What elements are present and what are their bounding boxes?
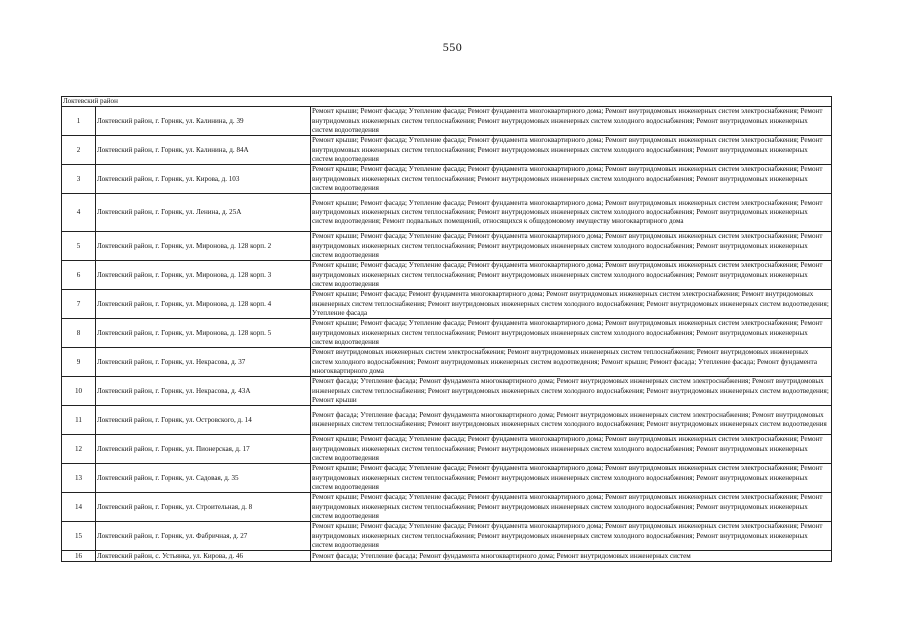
table-row xyxy=(62,232,832,261)
row-works: Ремонт крыши; Ремонт фасада; Ремонт фундамента многоквартирного дома; Ремонт внутридомовых инженерных систем электроснабжения; Ремонт внутридомовых инженерных систем теплоснабжения; Ремонт внутридомовых инженерных систем холодного водоснабжения; Ремонт внутридомовых инженерных систем водоотведения; Утепление фасада xyxy=(311,290,832,319)
table-row xyxy=(62,348,832,377)
row-address: Локтевский район, г. Горняк, ул. Некрасова, д. 43А xyxy=(96,377,311,406)
row-number: 10 xyxy=(62,377,96,406)
row-works: Ремонт крыши; Ремонт фасада; Утепление фасада; Ремонт фундамента многоквартирного дома; Ремонт внутридомовых инженерных систем электроснабжения; Ремонт внутридомовых инженерных систем теплоснабжения; Ремонт внутридомовых инженерных систем холодного водоснабжения; Ремонт внутридомовых инженерных систем водоотведения xyxy=(311,232,832,261)
row-number: 3 xyxy=(62,165,96,194)
works-table-body xyxy=(62,97,832,562)
row-number: 1 xyxy=(62,107,96,136)
row-address: Локтевский район, г. Горняк, ул. Миронова, д. 128 корп. 5 xyxy=(96,319,311,348)
row-works: Ремонт фасада; Утепление фасада; Ремонт фундамента многоквартирного дома; Ремонт внутридомовых инженерных систем xyxy=(311,551,832,562)
row-works: Ремонт крыши; Ремонт фасада; Утепление фасада; Ремонт фундамента многоквартирного дома; Ремонт внутридомовых инженерных систем электроснабжения; Ремонт внутридомовых инженерных систем теплоснабжения; Ремонт внутридомовых инженерных систем холодного водоснабжения; Ремонт внутридомовых инженерных систем водоотведения xyxy=(311,522,832,551)
table-row xyxy=(62,165,832,194)
table-row xyxy=(62,194,832,232)
row-works: Ремонт крыши; Ремонт фасада; Утепление фасада; Ремонт фундамента многоквартирного дома; Ремонт внутридомовых инженерных систем электроснабжения; Ремонт внутридомовых инженерных систем теплоснабжения; Ремонт внутридомовых инженерных систем холодного водоснабжения; Ремонт внутридомовых инженерных систем водоотведения xyxy=(311,107,832,136)
row-address: Локтевский район, г. Горняк, ул. Кирова, д. 103 xyxy=(96,165,311,194)
row-address: Локтевский район, г. Горняк, ул. Ленина, д. 25А xyxy=(96,194,311,232)
row-works: Ремонт фасада; Утепление фасада; Ремонт фундамента многоквартирного дома; Ремонт внутридомовых инженерных систем электроснабжения; Ремонт внутридомовых инженерных систем теплоснабжения; Ремонт внутридомовых инженерных систем холодного водоснабжения; Ремонт внутридомовых инженерных систем водоотведения; Ремонт крыши xyxy=(311,377,832,406)
row-number: 11 xyxy=(62,406,96,435)
table-row xyxy=(62,377,832,406)
table-row xyxy=(62,261,832,290)
table-row xyxy=(62,522,832,551)
row-number: 13 xyxy=(62,464,96,493)
table-row xyxy=(62,290,832,319)
row-address: Локтевский район, г. Горняк, ул. Пионерская, д. 17 xyxy=(96,435,311,464)
row-works: Ремонт фасада; Утепление фасада; Ремонт фундамента многоквартирного дома; Ремонт внутридомовых инженерных систем электроснабжения; Ремонт внутридомовых инженерных систем теплоснабжения; Ремонт внутридомовых инженерных систем холодного водоснабжения; Ремонт внутридомовых инженерных систем водоотведения xyxy=(311,406,832,435)
table-row xyxy=(62,493,832,522)
table-row xyxy=(62,435,832,464)
table-row xyxy=(62,406,832,435)
row-address: Локтевский район, г. Горняк, ул. Калинина, д. 84А xyxy=(96,136,311,165)
table-row xyxy=(62,464,832,493)
row-works: Ремонт крыши; Ремонт фасада; Утепление фасада; Ремонт фундамента многоквартирного дома; Ремонт внутридомовых инженерных систем электроснабжения; Ремонт внутридомовых инженерных систем теплоснабжения; Ремонт внутридомовых инженерных систем холодного водоснабжения; Ремонт внутридомовых инженерных систем водоотведения xyxy=(311,493,832,522)
row-address: Локтевский район, г. Горняк, ул. Миронова, д. 128 корп. 3 xyxy=(96,261,311,290)
table-row xyxy=(62,107,832,136)
district-row xyxy=(62,97,832,107)
row-address: Локтевский район, г. Горняк, ул. Островского, д. 14 xyxy=(96,406,311,435)
row-works: Ремонт крыши; Ремонт фасада; Утепление фасада; Ремонт фундамента многоквартирного дома; Ремонт внутридомовых инженерных систем электроснабжения; Ремонт внутридомовых инженерных систем теплоснабжения; Ремонт внутридомовых инженерных систем холодного водоснабжения; Ремонт внутридомовых инженерных систем водоотведения; Ремонт подвальных помещений, относящихся к общедомовому имуществу многоквартирного дома xyxy=(311,194,832,232)
row-number: 6 xyxy=(62,261,96,290)
row-number: 8 xyxy=(62,319,96,348)
row-number: 9 xyxy=(62,348,96,377)
row-works: Ремонт крыши; Ремонт фасада; Утепление фасада; Ремонт фундамента многоквартирного дома; Ремонт внутридомовых инженерных систем электроснабжения; Ремонт внутридомовых инженерных систем теплоснабжения; Ремонт внутридомовых инженерных систем холодного водоснабжения; Ремонт внутридомовых инженерных систем водоотведения xyxy=(311,136,832,165)
row-number: 14 xyxy=(62,493,96,522)
row-works: Ремонт внутридомовых инженерных систем электроснабжения; Ремонт внутридомовых инженерных систем теплоснабжения; Ремонт внутридомовых инженерных систем холодного водоснабжения; Ремонт внутридомовых инженерных систем водоотведения; Ремонт крыши; Ремонт фасада; Утепление фасада; Ремонт фундамента многоквартирного дома xyxy=(311,348,832,377)
row-number: 5 xyxy=(62,232,96,261)
row-address: Локтевский район, с. Устьянка, ул. Кирова, д. 46 xyxy=(96,551,311,562)
row-number: 12 xyxy=(62,435,96,464)
row-number: 15 xyxy=(62,522,96,551)
row-address: Локтевский район, г. Горняк, ул. Калинина, д. 39 xyxy=(96,107,311,136)
row-address: Локтевский район, г. Горняк, ул. Садовая, д. 35 xyxy=(96,464,311,493)
district-name: Локтевский район xyxy=(62,97,832,107)
row-number: 2 xyxy=(62,136,96,165)
row-address: Локтевский район, г. Горняк, ул. Миронова, д. 128 корп. 2 xyxy=(96,232,311,261)
row-number: 7 xyxy=(62,290,96,319)
row-works: Ремонт крыши; Ремонт фасада; Утепление фасада; Ремонт фундамента многоквартирного дома; Ремонт внутридомовых инженерных систем электроснабжения; Ремонт внутридомовых инженерных систем теплоснабжения; Ремонт внутридомовых инженерных систем холодного водоснабжения; Ремонт внутридомовых инженерных систем водоотведения xyxy=(311,261,832,290)
row-address: Локтевский район, г. Горняк, ул. Миронова, д. 128 корп. 4 xyxy=(96,290,311,319)
row-works: Ремонт крыши; Ремонт фасада; Утепление фасада; Ремонт фундамента многоквартирного дома; Ремонт внутридомовых инженерных систем электроснабжения; Ремонт внутридомовых инженерных систем теплоснабжения; Ремонт внутридомовых инженерных систем холодного водоснабжения; Ремонт внутридомовых инженерных систем водоотведения xyxy=(311,435,832,464)
row-works: Ремонт крыши; Ремонт фасада; Утепление фасада; Ремонт фундамента многоквартирного дома; Ремонт внутридомовых инженерных систем электроснабжения; Ремонт внутридомовых инженерных систем теплоснабжения; Ремонт внутридомовых инженерных систем холодного водоснабжения; Ремонт внутридомовых инженерных систем водоотведения xyxy=(311,319,832,348)
row-number: 16 xyxy=(62,551,96,562)
table-row xyxy=(62,551,832,562)
works-table xyxy=(61,96,832,562)
row-number: 4 xyxy=(62,194,96,232)
row-address: Локтевский район, г. Горняк, ул. Фабричная, д. 27 xyxy=(96,522,311,551)
row-works: Ремонт крыши; Ремонт фасада; Утепление фасада; Ремонт фундамента многоквартирного дома; Ремонт внутридомовых инженерных систем электроснабжения; Ремонт внутридомовых инженерных систем теплоснабжения; Ремонт внутридомовых инженерных систем холодного водоснабжения; Ремонт внутридомовых инженерных систем водоотведения xyxy=(311,464,832,493)
table-row xyxy=(62,136,832,165)
table-row xyxy=(62,319,832,348)
row-address: Локтевский район, г. Горняк, ул. Некрасова, д. 37 xyxy=(96,348,311,377)
row-address: Локтевский район, г. Горняк, ул. Строительная, д. 8 xyxy=(96,493,311,522)
row-works: Ремонт крыши; Ремонт фасада; Утепление фасада; Ремонт фундамента многоквартирного дома; Ремонт внутридомовых инженерных систем электроснабжения; Ремонт внутридомовых инженерных систем теплоснабжения; Ремонт внутридомовых инженерных систем холодного водоснабжения; Ремонт внутридомовых инженерных систем водоотведения xyxy=(311,165,832,194)
page-number: 550 xyxy=(442,40,463,54)
